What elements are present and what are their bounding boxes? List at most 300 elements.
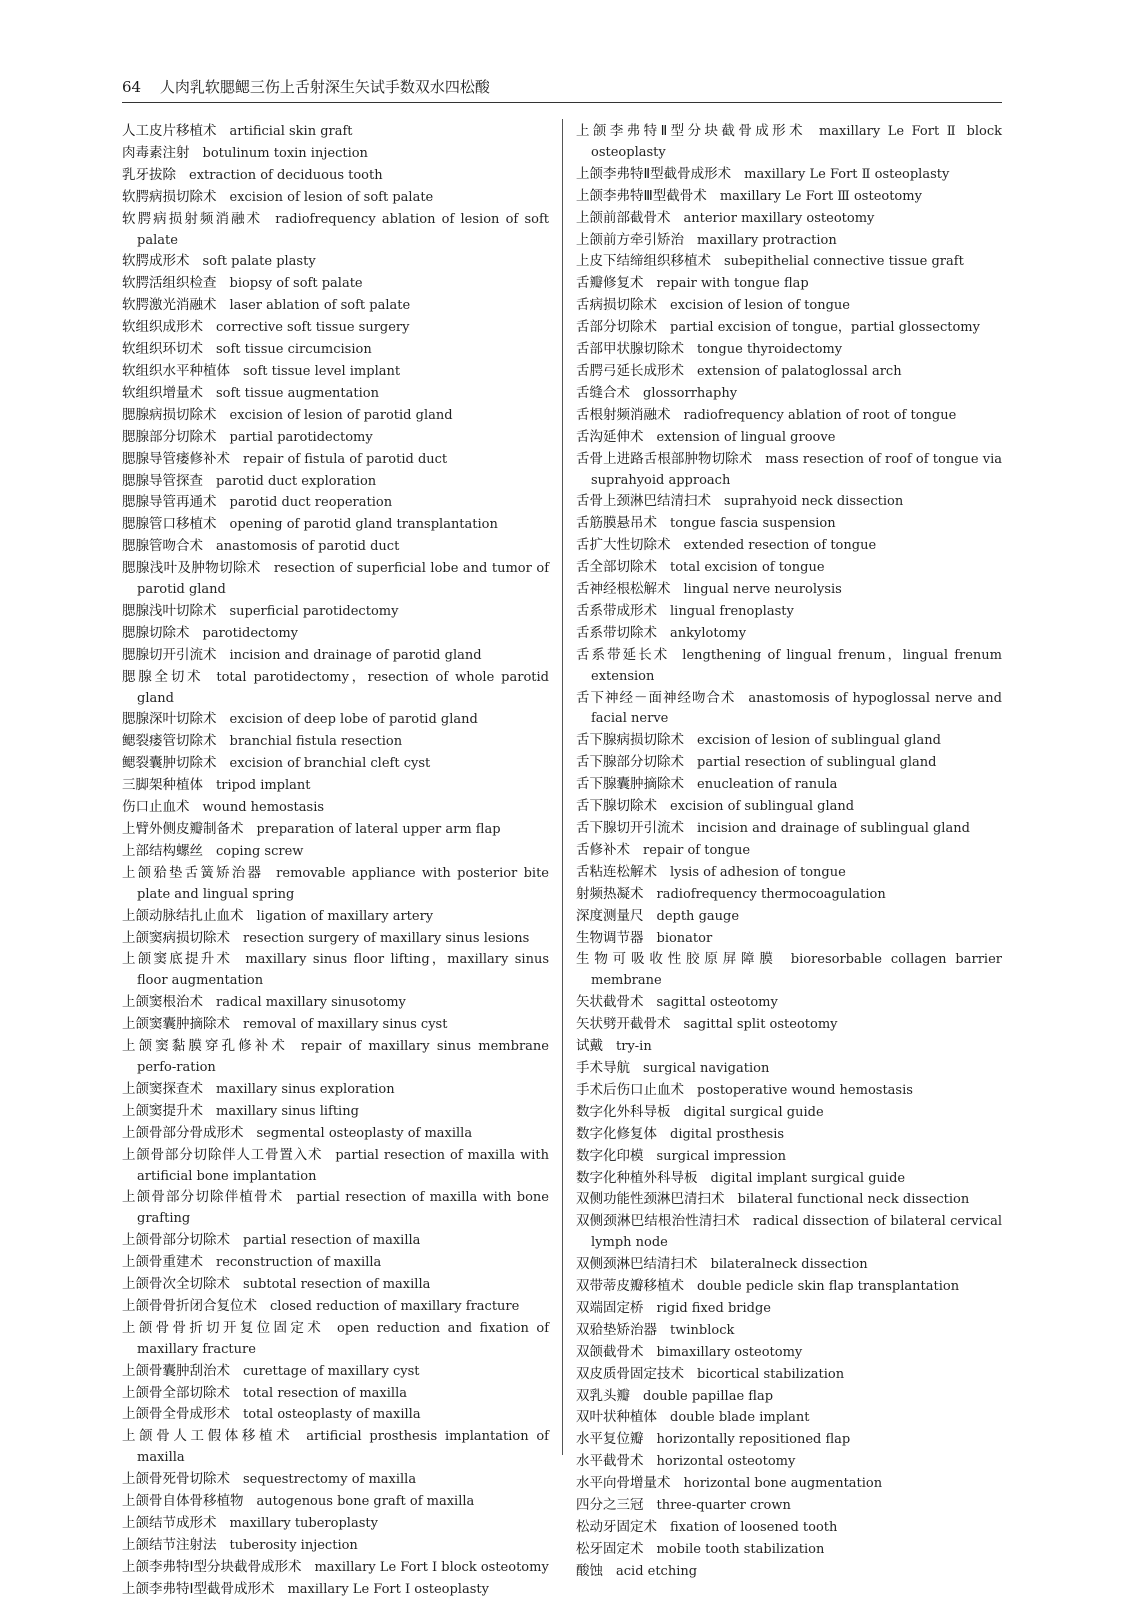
- glossary-entry: [122, 1318, 549, 1361]
- term-chinese: 舌系带成形术: [576, 602, 657, 619]
- term-english: open reduction and fixation of maxillary fracture: [137, 1320, 549, 1357]
- glossary-entry: [576, 317, 1002, 339]
- term-chinese: 上颌骨重建术: [122, 1254, 203, 1271]
- term-chinese: 双侧颈淋巴结根治性清扫术: [576, 1213, 740, 1230]
- term-english: extension of palatoglossal arch: [697, 363, 902, 379]
- term-chinese: 上颌𬌗垫舌簧矫治器: [122, 864, 264, 881]
- glossary-entry: [576, 774, 1002, 796]
- term-chinese: 腮腺管吻合术: [122, 538, 203, 555]
- term-english: artificial prosthesis implantation of maxilla: [137, 1429, 549, 1466]
- glossary-entry: [122, 558, 549, 601]
- term-chinese: 舌根射频消融术: [576, 406, 671, 423]
- term-english: extension of lingual groove: [656, 429, 836, 445]
- glossary-entry: [576, 1495, 1002, 1517]
- term-chinese: 腮腺浅叶及肿物切除术: [122, 560, 261, 577]
- term-chinese: 舌沟延伸术: [576, 428, 644, 445]
- glossary-entry: [122, 1513, 549, 1535]
- term-chinese: 人工皮片移植术: [122, 123, 217, 139]
- glossary-entry: [576, 1561, 1002, 1583]
- term-english: corrective soft tissue surgery: [216, 320, 410, 336]
- term-english: extended resection of tongue: [683, 538, 877, 554]
- glossary-entry: [576, 1058, 1002, 1080]
- glossary-entry: [576, 295, 1002, 317]
- term-chinese: 松牙固定术: [576, 1540, 644, 1557]
- glossary-entry: [122, 317, 549, 339]
- term-chinese: 上部结构螺丝: [122, 842, 203, 859]
- glossary-entry: [576, 1320, 1002, 1342]
- term-chinese: 上颌骨自体骨移植物: [122, 1493, 244, 1510]
- term-english: soft tissue level implant: [243, 363, 401, 379]
- term-chinese: 上颌结节成形术: [122, 1515, 217, 1531]
- term-english: surgical impression: [656, 1148, 786, 1164]
- term-chinese: 试戴: [576, 1038, 603, 1055]
- term-english: sequestrectomy of maxilla: [243, 1472, 417, 1488]
- term-chinese: 射频热凝术: [576, 885, 644, 902]
- glossary-entry: [576, 1342, 1002, 1364]
- glossary-entry: [576, 1102, 1002, 1124]
- term-chinese: 舌筋膜悬吊术: [576, 515, 657, 532]
- term-english: opening of parotid gland transplantation: [229, 517, 498, 533]
- term-english: repair of tongue: [643, 842, 751, 858]
- glossary-entry: [122, 187, 549, 209]
- term-chinese: 舌骨上进路舌根部肿物切除术: [576, 450, 753, 467]
- term-chinese: 双侧功能性颈淋巴清扫术: [576, 1191, 725, 1208]
- term-english: extraction of deciduous tooth: [189, 167, 383, 183]
- term-chinese: 上颌骨人工假体移植术: [122, 1428, 294, 1445]
- term-chinese: 腮腺全切术: [122, 668, 204, 685]
- glossary-entry: [576, 949, 1002, 992]
- term-chinese: 舌骨上颈淋巴结清扫术: [576, 493, 711, 510]
- glossary-entry: [122, 1123, 549, 1145]
- term-english: mass resection of roof of tongue via suprahyoid approach: [591, 451, 1003, 488]
- term-chinese: 上颌骨全部切除术: [122, 1384, 230, 1401]
- term-english: horizontal osteotomy: [656, 1454, 796, 1470]
- glossary-entry: [122, 361, 549, 383]
- term-english: soft tissue circumcision: [216, 342, 372, 358]
- term-english: segmental osteoplasty of maxilla: [256, 1125, 473, 1141]
- term-english: tuberosity injection: [229, 1537, 358, 1553]
- term-english: subepithelial connective tissue graft: [724, 254, 964, 270]
- term-chinese: 上颌骨囊肿刮治术: [122, 1362, 230, 1379]
- term-english: incision and drainage of sublingual gland: [697, 821, 970, 836]
- term-english: artificial skin graft: [229, 124, 353, 139]
- term-chinese: 上颌窦底提升术: [122, 951, 233, 968]
- term-english: tongue thyroidectomy: [697, 342, 843, 358]
- glossary-entry: [122, 1535, 549, 1557]
- term-chinese: 水平向骨增量术: [576, 1475, 671, 1492]
- term-english: double blade implant: [670, 1410, 810, 1426]
- term-chinese: 上颌李弗特Ⅰ型分块截骨成形术: [122, 1558, 302, 1575]
- term-english: three-quarter crown: [656, 1498, 791, 1514]
- term-english: anastomosis of hypoglossal nerve and facial nerve: [591, 690, 1002, 727]
- term-chinese: 酸蚀: [576, 1562, 603, 1579]
- term-chinese: 腮腺浅叶切除术: [122, 602, 217, 619]
- term-english: excision of lesion of soft palate: [229, 189, 434, 205]
- term-english: excision of lesion of tongue: [670, 298, 850, 314]
- term-chinese: 手术后伤口止血术: [576, 1081, 684, 1098]
- term-english: laser ablation of soft palate: [229, 298, 411, 314]
- glossary-entry: [122, 471, 549, 493]
- glossary-entry: [122, 667, 549, 710]
- term-english: radiofrequency ablation of root of tongue: [683, 407, 957, 423]
- term-chinese: 四分之三冠: [576, 1497, 644, 1514]
- glossary-entry: [122, 427, 549, 449]
- term-chinese: 双侧颈淋巴结清扫术: [576, 1256, 698, 1273]
- glossary-entry: [576, 1080, 1002, 1102]
- glossary-entry: [122, 1469, 549, 1491]
- term-chinese: 舌下神经－面神经吻合术: [576, 689, 736, 706]
- term-chinese: 上皮下结缔组织移植术: [576, 253, 711, 270]
- glossary-entry: [576, 840, 1002, 862]
- term-english: total osteoplasty of maxilla: [243, 1407, 421, 1423]
- term-english: double pedicle skin flap transplantation: [697, 1279, 960, 1295]
- term-english: reconstruction of maxilla: [216, 1255, 382, 1271]
- term-english: partial excision of tongue，partial glossectomy: [670, 320, 980, 336]
- term-english: botulinum toxin injection: [202, 145, 368, 161]
- term-chinese: 舌下腺切除术: [576, 798, 657, 815]
- term-english: bimaxillary osteotomy: [656, 1344, 803, 1360]
- term-chinese: 上颌骨部分切除伴植骨术: [122, 1189, 284, 1206]
- term-chinese: 手术导航: [576, 1059, 630, 1076]
- glossary-entry: [122, 601, 549, 623]
- glossary-entry: [122, 1014, 549, 1036]
- term-chinese: 腮腺病损切除术: [122, 406, 217, 423]
- glossary-entry: [576, 164, 1002, 186]
- term-chinese: 舌下腺囊肿摘除术: [576, 776, 684, 793]
- term-chinese: 软组织成形术: [122, 319, 203, 336]
- term-chinese: 舌腭弓延长成形术: [576, 362, 684, 379]
- glossary-entry: [576, 1364, 1002, 1386]
- term-english: enucleation of ranula: [697, 777, 838, 793]
- glossary-entry: [576, 513, 1002, 535]
- term-english: maxillary protraction: [697, 232, 837, 248]
- glossary-entry: [122, 1491, 549, 1513]
- glossary-entry: [576, 623, 1002, 645]
- glossary-entry: [576, 1451, 1002, 1473]
- term-english: wound hemostasis: [202, 800, 325, 816]
- glossary-entry: [122, 295, 549, 317]
- term-chinese: 鳃裂瘘管切除术: [122, 733, 217, 750]
- term-chinese: 上颌骨部分切除伴人工骨置入术: [122, 1146, 323, 1163]
- glossary-entry: [122, 121, 549, 143]
- glossary-entry: [122, 209, 549, 252]
- term-chinese: 软组织水平种植体: [122, 362, 230, 379]
- glossary-entry: [122, 775, 549, 797]
- glossary-entry: [576, 491, 1002, 513]
- term-english: excision of lesion of parotid gland: [229, 407, 453, 423]
- term-english: autogenous bone graft of maxilla: [256, 1494, 475, 1510]
- term-chinese: 乳牙拔除: [122, 166, 176, 183]
- term-chinese: 肉毒素注射: [122, 144, 190, 161]
- term-english: maxillary sinus exploration: [216, 1081, 395, 1097]
- glossary-entry: [576, 273, 1002, 295]
- glossary-entry: [576, 208, 1002, 230]
- term-english: maxillary sinus lifting: [216, 1103, 359, 1119]
- glossary-entry: [122, 863, 549, 906]
- glossary-entry: [122, 1252, 549, 1274]
- term-chinese: 腮腺导管探查: [122, 472, 203, 489]
- term-english: try-in: [616, 1039, 652, 1055]
- term-chinese: 上颌窦囊肿摘除术: [122, 1016, 230, 1033]
- term-chinese: 上颌骨骨折闭合复位术: [122, 1297, 257, 1314]
- glossary-entry: [576, 645, 1002, 688]
- term-chinese: 数字化修复体: [576, 1125, 657, 1142]
- glossary-entry: [122, 143, 549, 165]
- term-chinese: 上颌骨部分骨成形术: [122, 1124, 244, 1141]
- term-english: total excision of tongue: [670, 560, 825, 576]
- term-english: preparation of lateral upper arm flap: [256, 822, 501, 837]
- glossary-entry: [122, 1361, 549, 1383]
- term-chinese: 舌全部切除术: [576, 559, 657, 576]
- column-divider: [562, 119, 563, 1455]
- glossary-entry: [122, 251, 549, 273]
- glossary-entry: [122, 273, 549, 295]
- term-english: bioresorbable collagen barrier membrane: [591, 952, 1002, 989]
- term-chinese: 舌下腺病损切除术: [576, 732, 684, 749]
- term-english: digital prosthesis: [670, 1126, 785, 1142]
- glossary-entry: [122, 645, 549, 667]
- term-chinese: 数字化印模: [576, 1147, 644, 1164]
- term-chinese: 上颌骨骨折切开复位固定术: [122, 1319, 325, 1336]
- term-english: lingual nerve neurolysis: [683, 582, 842, 598]
- glossary-entry: [576, 1407, 1002, 1429]
- glossary-entry: [576, 535, 1002, 557]
- term-chinese: 上颌窦病损切除术: [122, 929, 230, 946]
- glossary-entry: [576, 1014, 1002, 1036]
- left-column: [122, 121, 549, 1601]
- glossary-entry: [122, 1383, 549, 1405]
- term-english: tongue fascia suspension: [670, 516, 836, 532]
- term-english: surgical navigation: [643, 1060, 770, 1076]
- term-english: subtotal resection of maxilla: [243, 1277, 431, 1293]
- term-chinese: 上颌结节注射法: [122, 1536, 217, 1553]
- glossary-entry: [576, 1429, 1002, 1451]
- glossary-entry: [576, 730, 1002, 752]
- glossary-entry: [122, 906, 549, 928]
- term-chinese: 上颌骨死骨切除术: [122, 1471, 230, 1488]
- term-english: mobile tooth stabilization: [656, 1541, 825, 1557]
- term-english: lengthening of lingual frenum，lingual frenum extension: [591, 647, 1002, 684]
- glossary-entry: [576, 383, 1002, 405]
- glossary-entry: [122, 623, 549, 645]
- term-english: acid etching: [616, 1563, 698, 1579]
- term-english: digital implant surgical guide: [710, 1170, 906, 1186]
- term-english: rigid fixed bridge: [656, 1300, 771, 1316]
- glossary-entry: [576, 1124, 1002, 1146]
- glossary-entry: [122, 1230, 549, 1252]
- term-english: closed reduction of maxillary fracture: [270, 1298, 520, 1314]
- glossary-entry: [122, 709, 549, 731]
- term-chinese: 软组织增量术: [122, 384, 203, 401]
- glossary-entry: [576, 230, 1002, 252]
- glossary-entry: [122, 339, 549, 361]
- term-english: lingual frenoplasty: [670, 603, 794, 619]
- glossary-entry: [122, 731, 549, 753]
- term-english: suprahyoid neck dissection: [724, 494, 904, 510]
- glossary-entry: [122, 449, 549, 471]
- term-english: curettage of maxillary cyst: [243, 1363, 420, 1379]
- glossary-entry: [122, 405, 549, 427]
- term-chinese: 伤口止血术: [122, 799, 190, 816]
- glossary-entry: [122, 949, 549, 992]
- glossary-entry: [576, 1298, 1002, 1320]
- term-english: removal of maxillary sinus cyst: [243, 1017, 448, 1033]
- glossary-entry: [122, 819, 549, 841]
- term-english: postoperative wound hemostasis: [697, 1082, 913, 1098]
- term-english: partial resection of maxilla: [243, 1233, 421, 1249]
- term-chinese: 双端固定桥: [576, 1299, 644, 1316]
- term-chinese: 深度测量尺: [576, 907, 644, 924]
- glossary-entry: [122, 1296, 549, 1318]
- term-chinese: 矢状截骨术: [576, 994, 644, 1011]
- term-english: removable appliance with posterior bite plate and lingual spring: [137, 865, 549, 902]
- glossary-entry: [576, 1211, 1002, 1254]
- glossary-entry: [576, 601, 1002, 623]
- glossary-entry: [576, 1254, 1002, 1276]
- term-english: maxillary Le Fort Ⅱ osteoplasty: [744, 166, 950, 182]
- term-english: maxillary Le Fort Ⅲ osteotomy: [719, 188, 922, 204]
- term-english: radiofrequency ablation of lesion of soft palate: [137, 211, 549, 248]
- term-english: repair of maxillary sinus membrane perfo-ration: [137, 1039, 549, 1075]
- term-chinese: 腮腺部分切除术: [122, 428, 217, 445]
- term-chinese: 双叶状种植体: [576, 1409, 657, 1426]
- glossary-entry: [576, 1189, 1002, 1211]
- term-chinese: 舌下腺部分切除术: [576, 754, 684, 771]
- glossary-entry: [576, 251, 1002, 273]
- term-chinese: 上颌骨全骨成形术: [122, 1406, 230, 1423]
- term-chinese: 舌病损切除术: [576, 297, 657, 314]
- term-english: sagittal split osteotomy: [683, 1017, 838, 1033]
- glossary-entry: [576, 1517, 1002, 1539]
- term-english: anterior maxillary osteotomy: [683, 210, 875, 226]
- term-english: depth gauge: [656, 908, 740, 924]
- term-english: resection of superficial lobe and tumor of parotid gland: [137, 561, 550, 598]
- term-english: maxillary Le Fort Ⅱ block osteoplasty: [591, 124, 1002, 160]
- term-english: excision of sublingual gland: [670, 799, 855, 815]
- glossary-entry: [122, 536, 549, 558]
- glossary-entry: [576, 579, 1002, 601]
- glossary-entry: [122, 492, 549, 514]
- term-english: excision of deep lobe of parotid gland: [229, 712, 478, 728]
- term-chinese: 上颌窦探查术: [122, 1080, 203, 1097]
- glossary-entry: [576, 186, 1002, 208]
- term-chinese: 舌修补术: [576, 841, 630, 858]
- term-chinese: 上颌前部截骨术: [576, 209, 671, 226]
- term-chinese: 软组织环切术: [122, 341, 203, 358]
- glossary-entry: [576, 752, 1002, 774]
- glossary-entry: [576, 818, 1002, 840]
- term-english: radical maxillary sinusotomy: [216, 995, 406, 1011]
- term-chinese: 松动牙固定术: [576, 1519, 657, 1535]
- glossary-entry: [576, 121, 1002, 164]
- glossary-entry: [576, 992, 1002, 1014]
- term-english: sagittal osteotomy: [656, 995, 778, 1011]
- glossary-entry: [576, 339, 1002, 361]
- glossary-entry: [122, 797, 549, 819]
- term-english: soft palate plasty: [202, 254, 316, 270]
- glossary-entry: [576, 557, 1002, 579]
- term-chinese: 软腭成形术: [122, 253, 190, 270]
- glossary-entry: [576, 906, 1002, 928]
- term-english: horizontal bone augmentation: [683, 1476, 883, 1492]
- glossary-entry: [122, 1079, 549, 1101]
- glossary-entry: [576, 1168, 1002, 1190]
- term-chinese: 软腭激光消融术: [122, 297, 217, 314]
- glossary-entry: [122, 1426, 549, 1469]
- term-english: lysis of adhesion of tongue: [670, 864, 846, 880]
- glossary-entry: [576, 1036, 1002, 1058]
- term-english: twinblock: [670, 1322, 735, 1338]
- term-english: radical dissection of bilateral cervical lymph node: [591, 1214, 1002, 1251]
- term-english: partial resection of maxilla with artificial bone implantation: [137, 1147, 549, 1184]
- glossary-entry: [576, 1386, 1002, 1408]
- term-chinese: 舌系带延长术: [576, 646, 670, 663]
- term-english: excision of lesion of sublingual gland: [697, 733, 941, 749]
- term-chinese: 舌扩大性切除术: [576, 537, 671, 554]
- glossary-entry: [122, 1274, 549, 1296]
- term-chinese: 上颌窦黏膜穿孔修补术: [122, 1038, 288, 1055]
- term-english: anastomosis of parotid duct: [216, 539, 400, 555]
- glossary-entry: [576, 796, 1002, 818]
- glossary-entry: [122, 1101, 549, 1123]
- glossary-entry: [576, 361, 1002, 383]
- term-english: ankylotomy: [670, 625, 747, 641]
- term-chinese: 上颌李弗特Ⅱ型截骨成形术: [576, 165, 732, 182]
- term-english: parotid duct exploration: [216, 473, 377, 489]
- term-english: glossorrhaphy: [643, 385, 738, 401]
- term-chinese: 上颌窦根治术: [122, 994, 203, 1011]
- term-english: branchial fistula resection: [229, 734, 403, 750]
- term-chinese: 上颌骨部分切除术: [122, 1232, 230, 1249]
- glossary-entry: [576, 1146, 1002, 1168]
- term-english: soft tissue augmentation: [216, 385, 379, 401]
- term-english: resection surgery of maxillary sinus lesions: [243, 930, 530, 946]
- term-english: maxillary sinus floor lifting，maxillary sinus floor augmentation: [137, 952, 550, 989]
- term-english: partial resection of sublingual gland: [697, 755, 937, 771]
- term-english: partial parotidectomy: [229, 429, 373, 445]
- term-english: fixation of loosened tooth: [670, 1520, 838, 1535]
- term-chinese: 鳃裂囊肿切除术: [122, 755, 217, 772]
- glossary-entry: [576, 1539, 1002, 1561]
- term-chinese: 舌部分切除术: [576, 319, 657, 336]
- right-column: [576, 121, 1002, 1583]
- term-english: superficial parotidectomy: [229, 603, 399, 619]
- term-chinese: 水平截骨术: [576, 1453, 644, 1470]
- glossary-entry: [122, 1557, 549, 1579]
- term-chinese: 数字化外科导板: [576, 1103, 671, 1120]
- term-chinese: 上颌李弗特Ⅲ型截骨术: [576, 187, 707, 204]
- term-chinese: 双皮质骨固定技术: [576, 1365, 684, 1382]
- term-english: maxillary tuberoplasty: [229, 1516, 378, 1531]
- term-chinese: 双颌截骨术: [576, 1343, 644, 1360]
- page-header: [122, 76, 1002, 103]
- term-english: parotid duct reoperation: [229, 495, 393, 511]
- glossary-entry: [122, 1036, 549, 1079]
- glossary-entry: [122, 1145, 549, 1188]
- term-english: total resection of maxilla: [243, 1385, 407, 1401]
- term-chinese: 舌瓣修复术: [576, 275, 644, 292]
- term-english: coping screw: [216, 843, 304, 859]
- glossary-entry: [122, 841, 549, 863]
- term-chinese: 数字化种植外科导板: [576, 1169, 698, 1186]
- term-chinese: 三脚架种植体: [122, 777, 203, 794]
- term-chinese: 双乳头瓣: [576, 1387, 630, 1404]
- glossary-entry: [122, 1404, 549, 1426]
- glossary-entry: [122, 514, 549, 536]
- term-english: incision and drainage of parotid gland: [229, 647, 482, 663]
- glossary-entry: [122, 165, 549, 187]
- term-english: bionator: [656, 930, 713, 946]
